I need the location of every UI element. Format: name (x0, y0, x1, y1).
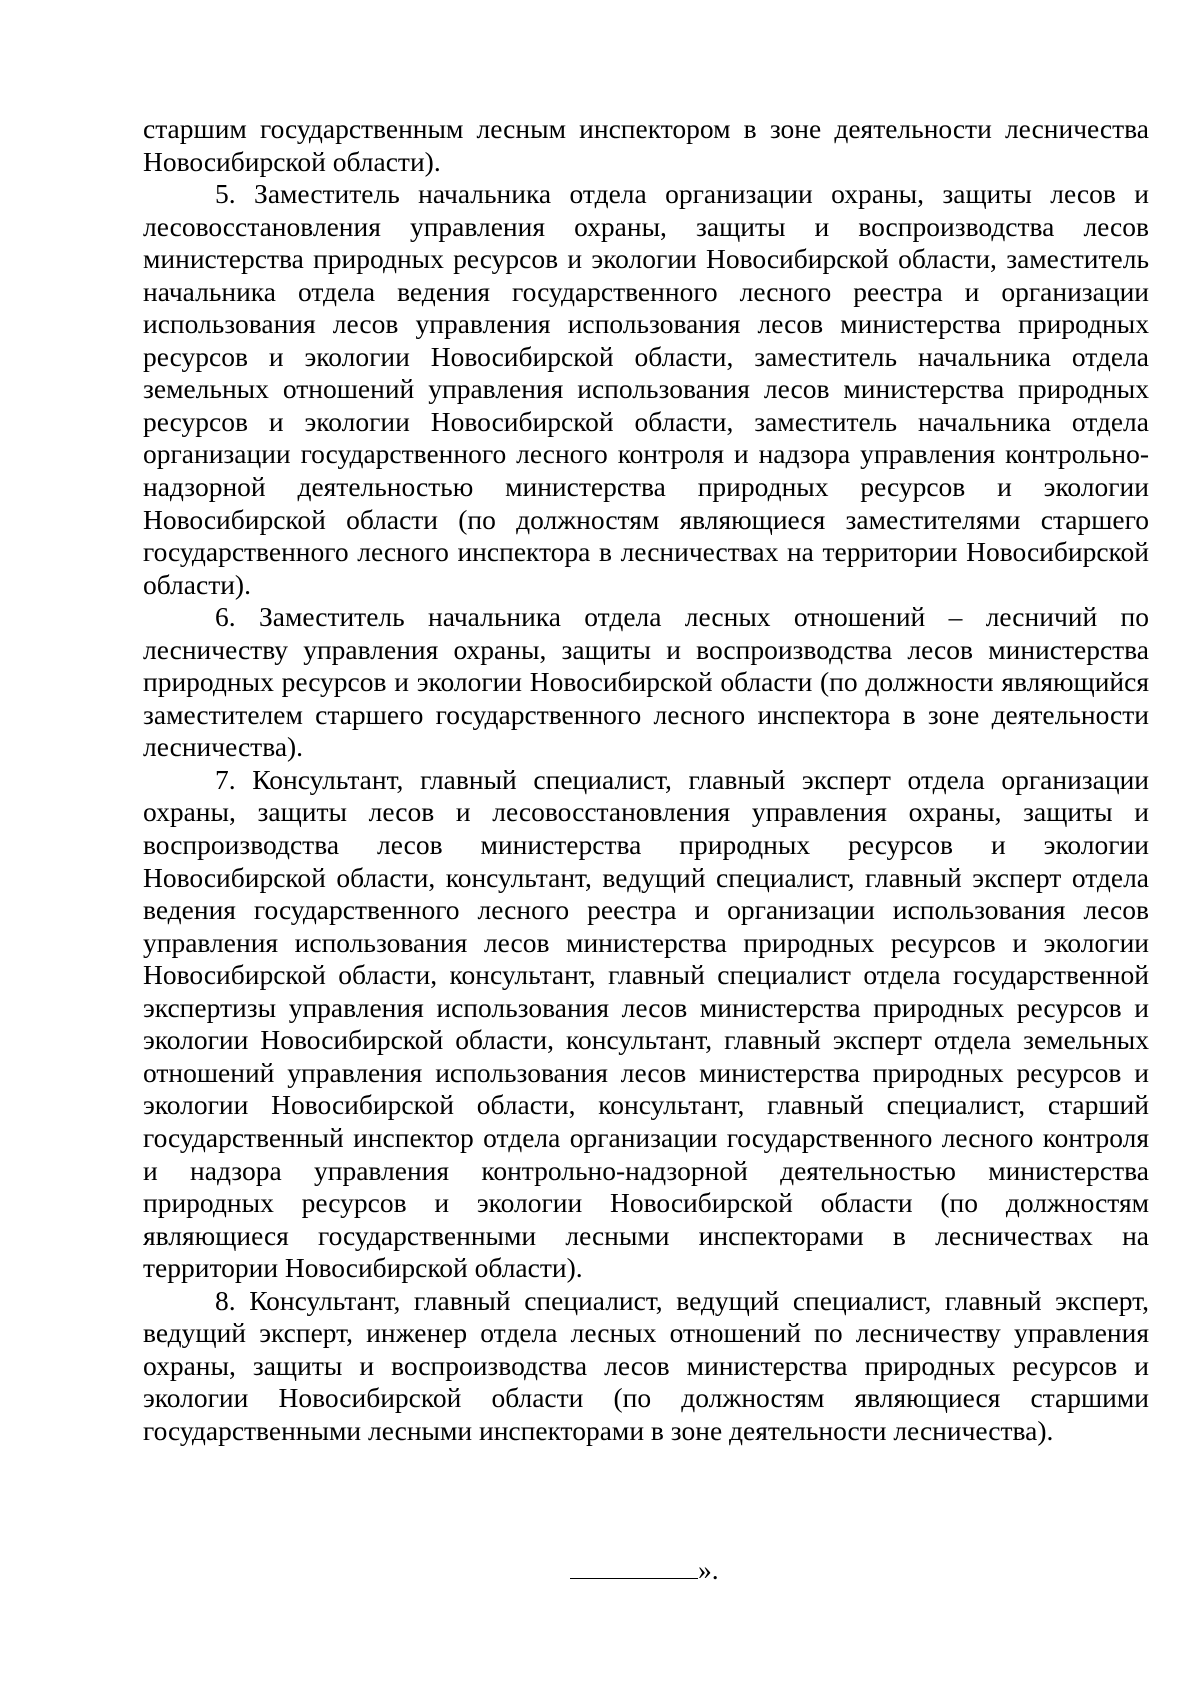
paragraph-text: Консультант, главный специалист, ведущий специалист, главный эксперт, ведущий эксперт, инженер отдела лесных отношений по лесничеству управления охраны, защиты и воспроизводства лесов министерства природных ресурсов и экологии Новосибирской области (по должностям являющиеся старшими государственными лесными инспекторами в зоне деятельности лесничества). (143, 1284, 1149, 1446)
document-body (143, 113, 1149, 1447)
item-number: 8. (215, 1284, 236, 1316)
item-number: 7. (215, 763, 236, 795)
paragraph-item-6 (143, 601, 1149, 764)
separator-rule (570, 1554, 698, 1579)
item-number: 5. (215, 178, 236, 210)
closing-line (570, 1554, 719, 1586)
paragraph-item-8 (143, 1285, 1149, 1448)
paragraph-text: старшим государственным лесным инспектором в зоне деятельности лесничества Новосибирской области). (143, 113, 1149, 177)
paragraph-text: Заместитель начальника отдела лесных отношений – лесничий по лесничеству управления охраны, защиты и воспроизводства лесов министерства природных ресурсов и экологии Новосибирской области (по должности являющийся заместителем старшего государственного лесного инспектора в зоне деятельности лесничества). (143, 601, 1150, 763)
paragraph-text: Заместитель начальника отдела организации охраны, защиты лесов и лесовосстановления управления охраны, защиты и воспроизводства лесов министерства природных ресурсов и экологии Новосибирской области, заместитель начальника отдела ведения государственного лесного реестра и организации использования лесов управления использования лесов министерства природных ресурсов и экологии Новосибирской области, заместитель начальника отдела земельных отношений управления использования лесов министерства природных ресурсов и экологии Новосибирской области, заместитель начальника отдела организации государственного лесного контроля и надзора управления контрольно-надзорной деятельностью министерства природных ресурсов и экологии Новосибирской области (по должностям являющиеся заместителями старшего государственного лесного инспектора в лесничествах на территории Новосибирской области). (143, 178, 1149, 600)
paragraph-item-7 (143, 764, 1149, 1285)
paragraph-item-5 (143, 178, 1149, 601)
closing-quote-mark: ». (698, 1554, 719, 1585)
item-number: 6. (215, 601, 236, 633)
paragraph-text: Консультант, главный специалист, главный эксперт отдела организации охраны, защиты лесов и лесовосстановления управления охраны, защиты и воспроизводства лесов министерства природных ресурсов и экологии Новосибирской области, консультант, ведущий специалист, главный эксперт отдела ведения государственного лесного реестра и организации использования лесов управления использования лесов министерства природных ресурсов и экологии Новосибирской области, консультант, главный специалист отдела государственной экспертизы управления использования лесов министерства природных ресурсов и экологии Новосибирской области, консультант, главный эксперт отдела земельных отношений управления использования лесов министерства природных ресурсов и экологии Новосибирской области, консультант, главный специалист, старший государственный инспектор отдела организации государственного лесного контроля и надзора управления контрольно-надзорной деятельностью министерства природных ресурсов и экологии Новосибирской области (по должностям являющиеся государственными лесными инспекторами в лесничествах на территории Новосибирской области). (143, 763, 1150, 1284)
paragraph-continuation (143, 113, 1149, 178)
